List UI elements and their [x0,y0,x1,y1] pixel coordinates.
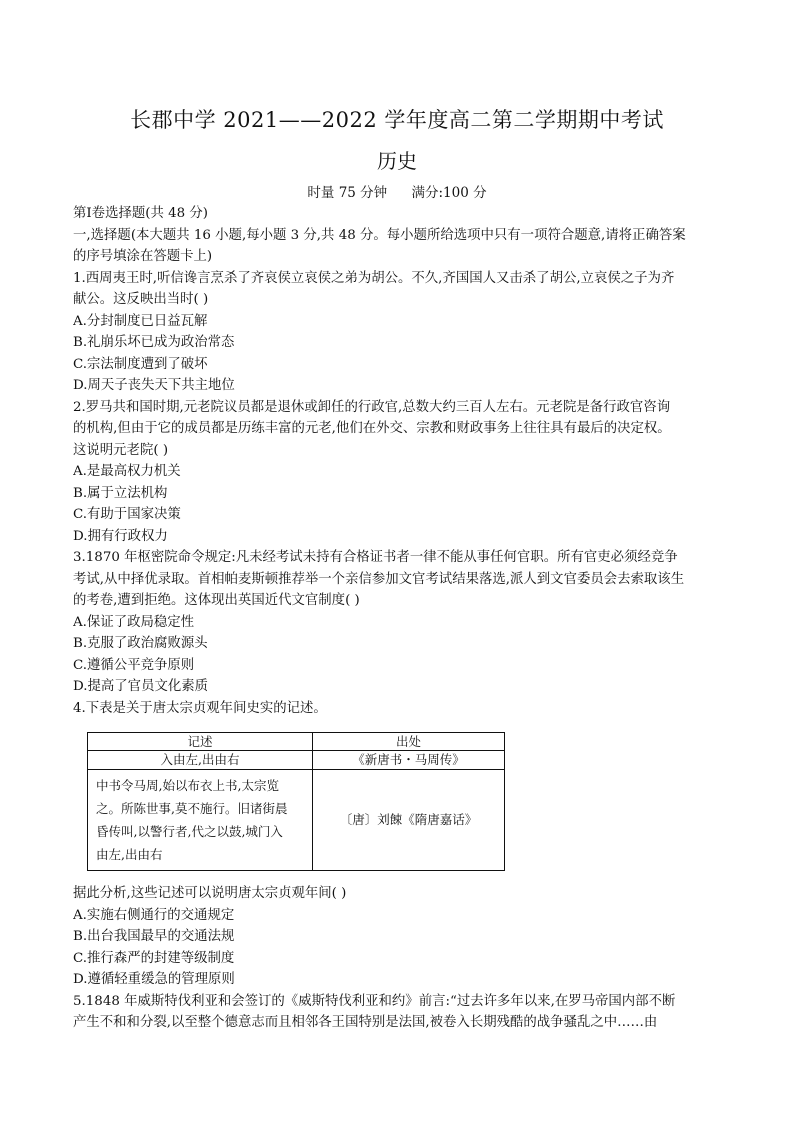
exam-title: 长郡中学 2021——2022 学年度高二第二学期期中考试 [130,108,664,132]
table-cell-line: 中书令马周,始以布衣上书,太宗览 [96,778,279,793]
section-heading: 第Ⅰ卷选择题(共 48 分) [73,206,209,221]
option-b: B.克服了政治腐败源头 [73,636,208,651]
records-table [87,732,505,871]
option-a: A.分封制度已日益瓦解 [73,313,208,329]
exam-meta [0,181,794,201]
table-cell: 〔唐〕刘餗《隋唐嘉话》 [313,770,505,871]
question-5 [73,991,725,1034]
question-stem-line: 这说明元老院( ) [73,442,169,458]
option-a: A.保证了政局稳定性 [73,614,195,630]
option-c: C.有助于国家决策 [73,507,181,522]
exam-time: 时量 75 分钟 [307,185,388,201]
question-stem-line: 据此分析,这些记述可以说明唐太宗贞观年间( ) [73,886,347,901]
option-c: C.遵循公平竞争原则 [73,657,195,673]
option-d: D.周天子丧失天下共主地位 [73,378,235,393]
question-1 [73,268,725,397]
question-2 [73,397,725,548]
question-4 [73,698,725,991]
instructions-line-1: 一,选择题(本大题共 16 小题,每小题 3 分,共 48 分。每小题所给选项中只有一项符合题意,请将正确答案 [73,227,686,243]
table-cell-line: 昏传叫,以警行者,代之以鼓,城门入 [96,824,283,839]
option-d: D.拥有行政权力 [73,528,168,544]
option-c: C.推行森严的封建等级制度 [73,950,235,966]
option-d: D.遵循轻重缓急的管理原则 [73,972,235,987]
table-header-cell: 出处 [313,733,505,751]
option-b: B.礼崩乐坏已成为政治常态 [73,335,235,350]
table-header-cell: 记述 [88,733,313,751]
option-d: D.提高了官员文化素质 [73,679,209,694]
question-3 [73,547,725,698]
subject-title: 历史 [377,149,417,173]
question-stem-line: 4.下表是关于唐太宗贞观年间史实的记述。 [73,700,327,716]
instructions-line-2: 的序号填涂在答题卡上) [73,249,213,264]
option-c: C.宗法制度遭到了破坏 [73,356,208,372]
table-cell [88,770,313,871]
question-stem-line: 的考卷,遭到拒绝。这体现出英国近代文官制度( ) [73,593,360,608]
option-b: B.出台我国最早的交通法规 [73,929,235,944]
option-a: A.实施右侧通行的交通规定 [73,907,235,923]
question-stem-line: 5.1848 年威斯特伐利亚和会签订的《威斯特伐利亚和约》前言:“过去许多年以来,在罗马帝国内部不断 [73,993,676,1009]
table-row [88,770,505,871]
question-stem-line: 考试,从中择优录取。首相帕麦斯顿推荐举一个亲信参加文官考试结果落选,派人到文官委员会去索取该生 [73,571,685,587]
table-row [88,751,505,770]
table-cell-line: 由左,出由右 [96,847,163,862]
exam-content [73,203,725,1034]
option-b: B.属于立法机构 [73,485,168,501]
question-stem-line: 产生不和和分裂,以至整个德意志而且相邻各王国特别是法国,被卷入长期残酷的战争骚乱之中……由 [73,1015,658,1030]
question-stem-line: 2.罗马共和国时期,元老院议员都是退休或卸任的行政官,总数大约三百人左右。元老院是备行政官咨询 [73,399,671,415]
exam-score: 满分:100 分 [411,185,487,201]
option-a: A.是最高权力机关 [73,464,181,479]
table-cell: 入由左,出由右 [88,751,313,770]
question-stem-line: 献公。这反映出当时( ) [73,292,209,307]
table-header-row [88,733,505,751]
question-stem-line: 1.西周夷王时,听信谗言烹杀了齐哀侯立哀侯之弟为胡公。不久,齐国国人又击杀了胡公,立哀侯之子为齐 [73,270,675,286]
question-stem-line: 的机构,但由于它的成员都是历练丰富的元老,他们在外交、宗教和财政事务上往往具有最后的决定权。 [73,421,671,436]
table-cell: 《新唐书・马周传》 [313,751,505,770]
table-cell-line: 之。所陈世事,莫不施行。旧诸街晨 [96,801,288,816]
question-stem-line: 3.1870 年枢密院命令规定:凡未经考试未持有合格证书者一律不能从事任何官职。所有官吏必须经竞争 [73,550,678,565]
